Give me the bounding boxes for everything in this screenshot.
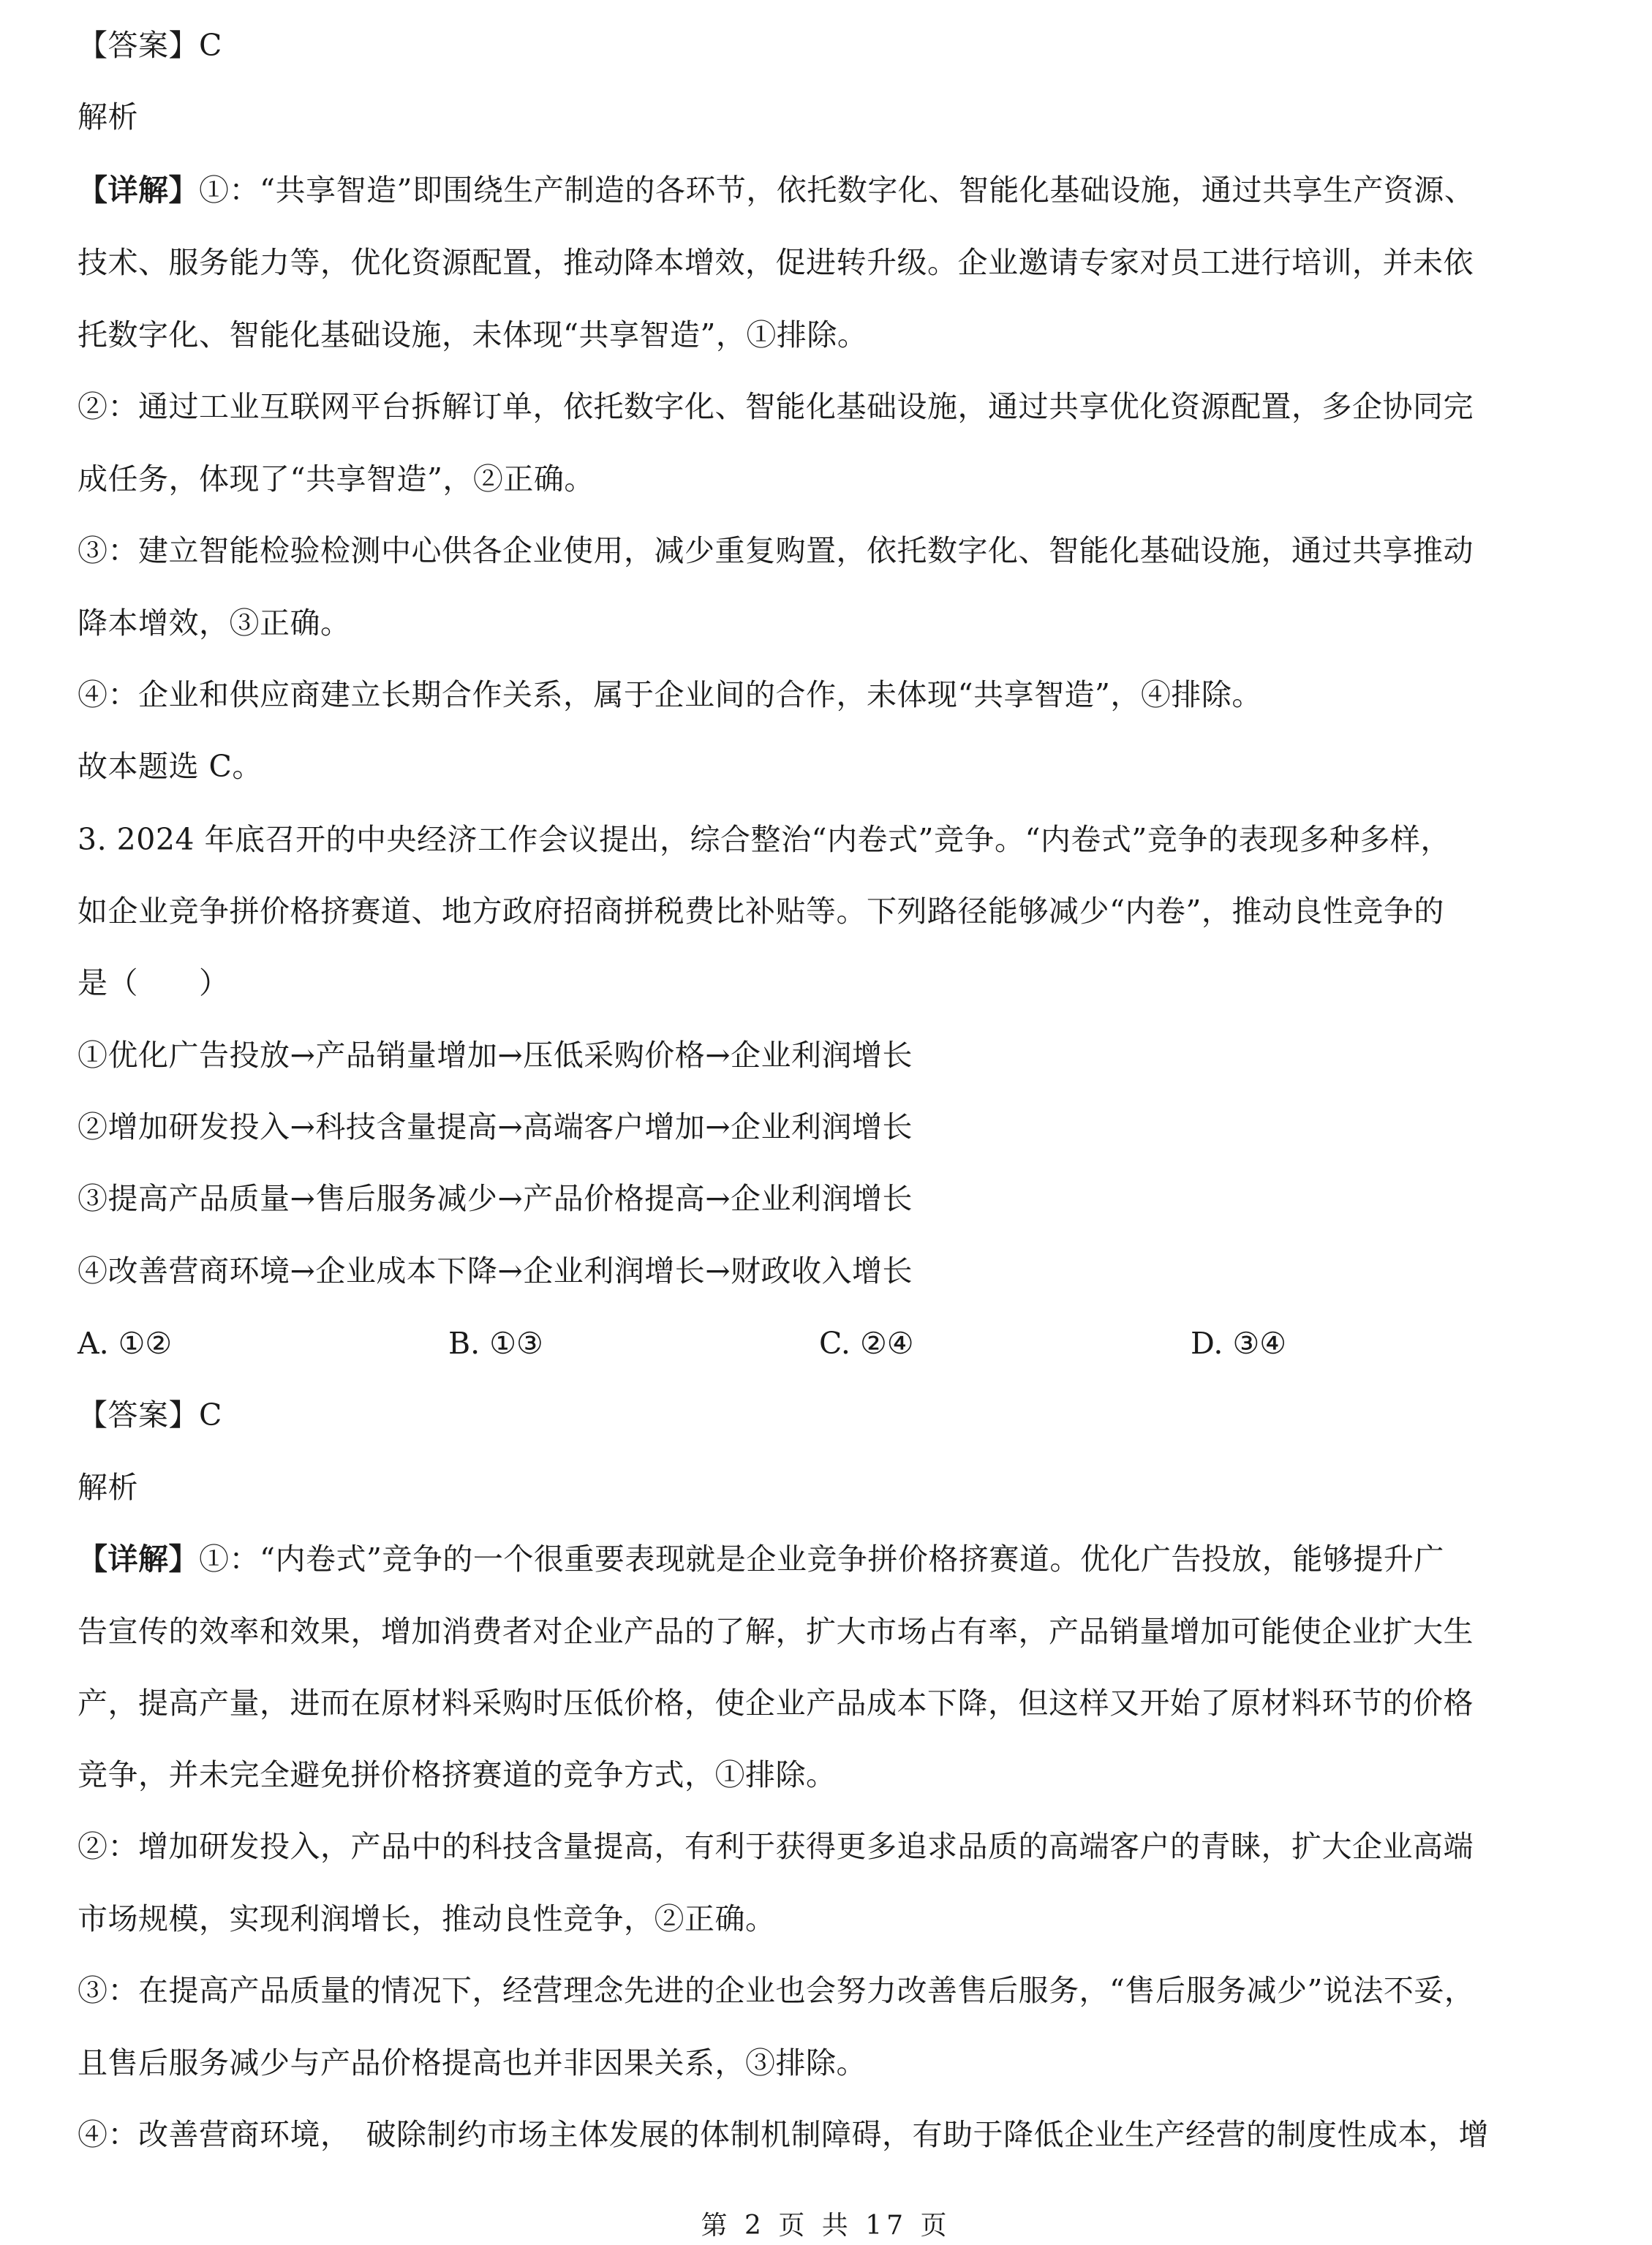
analysis-heading-1: 解析 [78,99,138,135]
question-stem: 是（ ） [78,965,230,1000]
option-a: A. ①② [78,1326,173,1361]
page-footer: 第 2 页 共 17 页 [701,2211,951,2241]
detail-line: 告宣传的效率和效果，增加消费者对企业产品的了解，扩大市场占有率，产品销量增加可能使企业扩大生 [78,1614,1474,1649]
option-c: C. ②④ [819,1326,914,1361]
detail-line: 技术、服务能力等，优化资源配置，推动降本增效，促进转升级。企业邀请专家对员工进行培训，并未依 [78,245,1474,280]
detail-line: ③：建立智能检验检测中心供各企业使用，减少重复购置，依托数字化、智能化基础设施，通过共享推动 [78,533,1474,568]
detail-line: 市场规模，实现利润增长，推动良性竞争，②正确。 [78,1901,776,1936]
question-item: ④改善营商环境→企业成本下降→企业利润增长→财政收入增长 [78,1253,913,1288]
detail-text: ①：“共享智造”即围绕生产制造的各环节，依托数字化、智能化基础设施，通过共享生产资源、 [199,173,1475,208]
detail-line: ④：企业和供应商建立长期合作关系，属于企业间的合作，未体现“共享智造”，④排除。 [78,677,1262,712]
conclusion-line: 故本题选 C。 [78,749,263,784]
answer-line-2 [78,1395,1577,1435]
question-item: ①优化广告投放→产品销量增加→压低采购价格→企业利润增长 [78,1038,913,1073]
answer-value: C [199,1397,222,1433]
detail-line: 托数字化、智能化基础设施，未体现“共享智造”，①排除。 [78,317,868,352]
question-stem: 如企业竞争拼价格挤赛道、地方政府招商拼税费比补贴等。下列路径能够减少“内卷”，推动良性竞争的 [78,894,1444,929]
detail-line: 且售后服务减少与产品价格提高也并非因果关系，③排除。 [78,2045,867,2080]
detail-line: 竞争，并未完全避免拼价格挤赛道的竞争方式，①排除。 [78,1757,837,1792]
detail-line: 成任务，体现了“共享智造”，②正确。 [78,461,595,497]
detail-line: ②：增加研发投入，产品中的科技含量提高，有利于获得更多追求品质的高端客户的青睐，扩大企业高端 [78,1829,1474,1864]
detail-line: 降本增效，③正确。 [78,605,351,641]
detail-line: ②：通过工业互联网平台拆解订单，依托数字化、智能化基础设施，通过共享优化资源配置，多企协同完 [78,389,1474,424]
detail-line: ④：改善营商环境， 破除制约市场主体发展的体制机制障碍，有助于降低企业生产经营的制度性成本，增 [78,2117,1489,2152]
question-item: ②增加研发投入→科技含量提高→高端客户增加→企业利润增长 [78,1109,913,1144]
detail-line [78,1539,1577,1580]
detail-label: 【详解】 [78,1542,199,1577]
answer-line-1 [78,25,1577,66]
detail-line: ③：在提高产品质量的情况下，经营理念先进的企业也会努力改善售后服务，“售后服务减少”说法不妥， [78,1973,1475,2008]
answer-value: C [199,28,222,63]
detail-line [78,170,1577,211]
question-item: ③提高产品质量→售后服务减少→产品价格提高→企业利润增长 [78,1181,913,1216]
question-stem: 3. 2024 年底召开的中央经济工作会议提出，综合整治“内卷式”竞争。“内卷式”竞争的表现多种多样， [78,822,1451,857]
option-d: D. ③④ [1191,1326,1286,1361]
answer-label: 【答案】 [78,28,199,63]
answer-label: 【答案】 [78,1397,199,1433]
detail-line: 产，提高产量，进而在原材料采购时压低价格，使企业产品成本下降，但这样又开始了原材料环节的价格 [78,1686,1474,1721]
analysis-heading-2: 解析 [78,1470,138,1505]
detail-label: 【详解】 [78,173,199,208]
detail-text: ①：“内卷式”竞争的一个很重要表现就是企业竞争拼价格挤赛道。优化广告投放，能够提升广 [199,1542,1444,1577]
option-b: B. ①③ [448,1326,543,1361]
